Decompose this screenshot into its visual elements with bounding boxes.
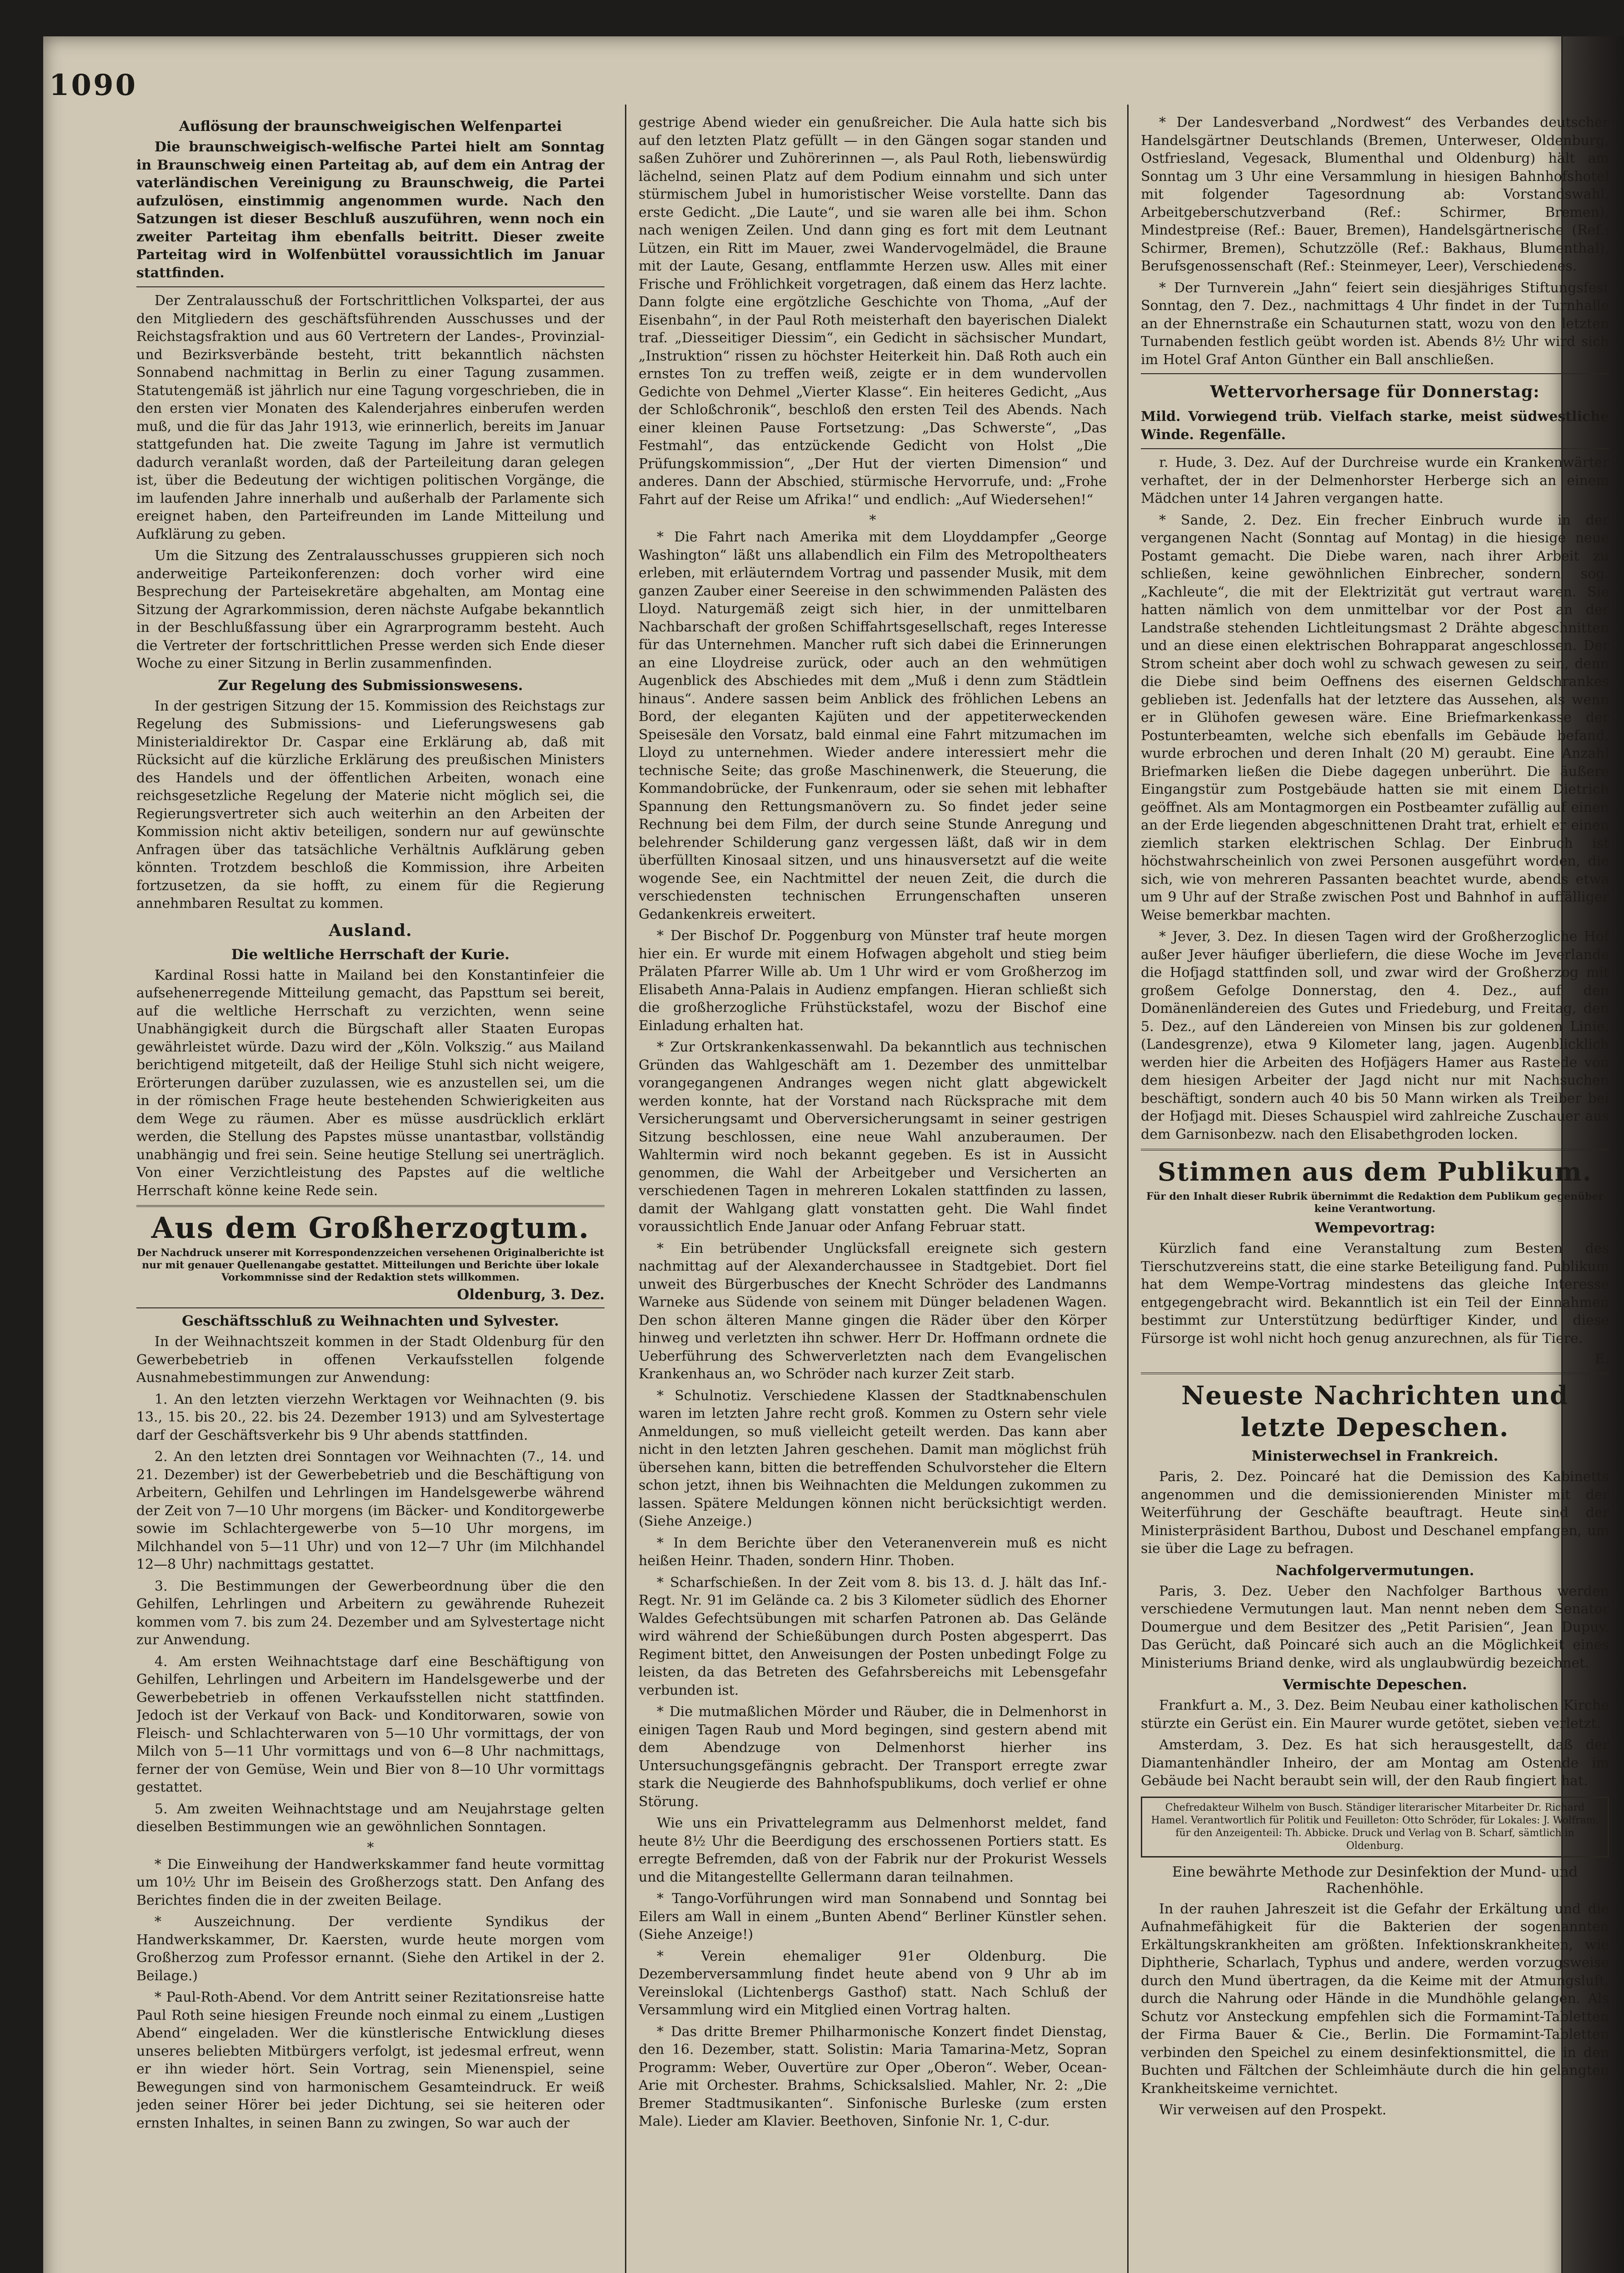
article-text: Paris, 2. Dez. Poincaré hat die Demission des Kabinetts angenommen und die demissionierenden Minister mit der Weiterführung der Geschäfte beauftragt. Heute sind der Ministerpräsident Barthou, Dubost und Deschanel empfangen, um sie über die Lage zu befragen.	[1141, 1469, 1609, 1557]
section-title: Stimmen aus dem Publikum.	[1157, 1157, 1593, 1187]
article-text: * Die Einweihung der Handwerkskammer fand heute vormittag um 10½ Uhr im Beisein des Großherzogs statt. Den Anfang des Berichtes finden die in der zweiten Beilage.	[136, 1856, 605, 1908]
article-text: 2. An den letzten drei Sonntagen vor Weihnachten (7., 14. und 21. Dezember) ist der Gewerbebetrieb und die Beschäftigung von Arbeitern, Gehilfen und Lehrlingen im Handelsgewerbe während der Zeit von 7—10 Uhr morgens (im Bäcker- und Konditorgewerbe sowie im Schlachtergewerbe von 5—10 Uhr morgens, im Milchhandel von 5—11 Uhr) und von 12—7 Uhr (im Milchhandel 12—8 Uhr) nachmittags gestattet.	[136, 1449, 605, 1572]
divider	[136, 1307, 605, 1308]
column-rule	[1127, 105, 1129, 2273]
headline: Wempevortrag:	[1314, 1220, 1435, 1236]
article-text: Kardinal Rossi hatte in Mailand bei den Konstantinfeier die aufsehenerregende Mitteilung gemacht, das Papsttum sei bereit, auf die weltliche Herrschaft zu verzichten, wenn seine Unabhängigkeit durch die Bürgschaft aller Staaten Europas gewährleistet würde. Dazu wird der „Köln. Volkszig.“ aus Mailand berichtigend mitgeteilt, daß der Heilige Stuhl sich nicht weigere, Erörterungen darüber zuzulassen, wie es anzustellen sei, um die in der römischen Frage heute bestehenden Schwierigkeiten aus dem Wege zu räumen. Aber es müsse ausdrücklich erklärt werden, die Stellung des Papstes müsse unantastbar, vollständig unabhängig und frei sein. Seine heutige Stellung sei unerträglich. Von einer Verzichtleistung des Papstes auf die weltliche Herrschaft könne keine Rede sein.	[136, 967, 605, 1199]
article-text: 5. Am zweiten Weihnachtstage und am Neujahrstage gelten dieselben Bestimmungen wie an gewöhnlichen Sonntagen.	[136, 1801, 605, 1835]
article-text: * In dem Berichte über den Veteranenverein muß es nicht heißen Heinr. Thaden, sondern Hinr. Thoben.	[639, 1535, 1107, 1569]
article-text: Der Zentralausschuß der Fortschrittlichen Volkspartei, der aus den Mitgliedern des geschäftsführenden Ausschusses und der Reichstagsfraktion und aus 60 Vertretern der Landes-, Provinzial- und Bezirksverbände besteht, tritt bekanntlich nächsten Sonnabend nachmittag in Berlin zu einer Tagung zusammen. Statutengemäß ist jährlich nur eine Tagung vorgeschrieben, die in den ersten vier Monaten des Kalenderjahres einberufen werden muß, und die für das Jahr 1913, wie erinnerlich, bereits im Januar stattgefunden hat. Die zweite Tagung im Jahre ist vermutlich dadurch veranlaßt worden, daß der Parteileitung daran gelegen ist, über die Bedeutung der wichtigen politischen Vorgänge, die im laufenden Jahre innerhalb und außerhalb der Parlamente sich ereignet haben, den Parteifreunden im Lande Mitteilung und Aufklärung zu geben.	[136, 293, 605, 542]
article-text: * Zur Ortskrankenkassenwahl. Da bekanntlich aus technischen Gründen das Wahlgeschäft am 1. Dezember des unmittelbar vorangegangenen Andranges wegen nicht glatt abgewickelt werden konnte, hat der Vorstand nach Rücksprache mit dem Versicherungsamt und Oberversicherungsamt in seiner gestrigen Sitzung beschlossen, eine neue Wahl anzuberaumen. Der Wahltermin wird noch bekannt gegeben. Es ist in Aussicht genommen, die Wahl der Arbeitgeber und Versicherten an verschiedenen Tagen in mehreren Lokalen stattfinden zu lassen, damit der Wahlgang glatt vonstatten geht. Die Wahl findet voraussichtlich Ende Januar oder Anfang Februar statt.	[639, 1039, 1107, 1235]
headline: Die weltliche Herrschaft der Kurie.	[231, 946, 510, 963]
article-text: Paris, 3. Dez. Ueber den Nachfolger Barthous werden verschiedene Vermutungen laut. Man nennt neben dem Senator Doumergue und dem Besitzer des „Petit Parisien“, Jean Dupuy. Das Gerücht, daß Poincaré sich auch an die Möglichkeit eines Ministeriums Briand denke, wird als unglaubwürdig bezeichnet.	[1141, 1583, 1609, 1671]
page-number: 1090	[49, 68, 138, 102]
article-text: * Paul-Roth-Abend. Vor dem Antritt seiner Rezitationsreise hatte Paul Roth seine hiesigen Freunde noch einmal zu einem „Lustigen Abend“ eingeladen. Wer die künstlerische Entwicklung dieses unseres beliebten Mitbürgers verfolgt, ist jedesmal erfreut, wenn er ihn wieder hört. Sein Vortrag, sein Mienenspiel, seine Bewegungen sind von harmonischem Gesamteindruck. Er weiß jeden seiner Hörer bei jeder Dichtung, sei sie heiteren oder ernsten Inhaltes, in seinen Bann zu zwingen, So war auch der	[136, 1989, 605, 2131]
article-text: * Verein ehemaliger 91er Oldenburg. Die Dezemberversammlung findet heute abend von 9 Uhr ab im Vereinslokal (Lichtenbergs Gasthof) statt. Nach Schluß der Versammlung wird ein Mitglied einen Vortrag halten.	[639, 1948, 1107, 2018]
article-text: * Die mutmaßlichen Mörder und Räuber, die in Delmenhorst in einigen Tagen Raub und Mord begingen, sind gestern abend mit dem Abendzuge von Delmenhorst hierher ins Untersuchungsgefängnis gebracht. Der Transport erregte zwar stark die Neugierde des Bahnhofspublikums, doch verlief er ohne Störung.	[639, 1704, 1107, 1810]
article-text: Wie uns ein Privattelegramm aus Delmenhorst meldet, fand heute 8½ Uhr die Beerdigung des erschossenen Portiers statt. Es erregte Befremden, daß von der Fabrik nur der Prokurist Wessels und die Mitangestellte Gellermann daran teilnahmen.	[639, 1815, 1107, 1885]
section-note: Der Nachdruck unserer mit Korrespondenzzeichen versehenen Originalberichte ist nur mit genauer Quellenangabe gestattet. Mitteilungen und Berichte über lokale Vorkommnisse sind der Redaktion stets willkommen.	[137, 1247, 604, 1283]
article-text: * Der Bischof Dr. Poggenburg von Münster traf heute morgen hier ein. Er wurde mit einem Hofwagen abgeholt und stieg beim Prälaten Pfarrer Wille ab. Um 1 Uhr wird er vom Großherzog im Elisabeth Anna-Palais in Audienz empfangen. Hieran schließt sich die großherzogliche Frühstückstafel, wozu der Bischof eine Einladung erhalten hat.	[639, 928, 1107, 1034]
article-text: Amsterdam, 3. Dez. Es hat sich herausgestellt, daß der Diamantenhändler Inheiro, der am Montag am Ostende im Gebäude bei Nacht beraubt sein will, der den Raub fingiert hat.	[1141, 1737, 1609, 1789]
article-text: * Scharfschießen. In der Zeit vom 8. bis 13. d. J. hält das Inf.-Regt. Nr. 91 im Gelände ca. 2 bis 3 Kilometer südlich des Ehorner Waldes Gefechtsübungen mit scharfen Patronen ab. Das Gelände wird während der Schießübungen durch Posten abgesperrt. Das Regiment bittet, den Anweisungen der Posten unbedingt Folge zu leisten, da das Betreten des Gefahrsbereichs mit Lebensgefahr verbunden ist.	[639, 1574, 1107, 1698]
headline: Nachfolgervermutungen.	[1275, 1562, 1474, 1579]
weather-heading: Wettervorhersage für Donnerstag:	[1210, 382, 1540, 401]
advert-title: Eine bewährte Methode zur Desinfektion der Mund- und Rachenhöhle.	[1172, 1863, 1578, 1897]
section-title: Aus dem Großherzogtum.	[151, 1211, 590, 1245]
column-1	[136, 114, 605, 2273]
article-text: Um die Sitzung des Zentralausschusses gruppieren sich noch anderweitige Parteikonferenzen: doch vorher wird eine Besprechung der Parteisekretäre abgehalten, am Montag eine Sitzung der Agrarkommission, deren nächste Aufgabe bekanntlich in der Beschlußfassung über ein Agrarprogramm besteht. Auch die Vertreter der fortschrittlichen Presse werden sich Ende dieser Woche zu einer Sitzung in Berlin zusammenfinden.	[136, 548, 605, 671]
article-text: * Sande, 2. Dez. Ein frecher Einbruch wurde in der vergangenen Nacht (Sonntag auf Montag) in die hiesige neue Postamt gemacht. Die Diebe waren, nach ihrer Arbeit zu schließen, keine gewöhnlichen Einbrecher, sondern sog. „Kachleute“, die mit der Elektrizität gut vertraut waren. Sie hatten nämlich von dem unmittelbar vor der Post an der Landstraße stehenden Lichtleitungsmast 2 Drähte abgeschnitten und an diese einen elektrischen Bohrapparat angeschlossen. Der Strom scheint aber doch wohl zu schwach gewesen zu sein, denn die Diebe sind beim Oeffnens des eisernen Geldschrankes geblieben ist. Jedenfalls hat der letztere das Aussehen, als wenn er in Glühofen gewesen wäre. Eine Briefmarkenkasse der Postunterbeamten, welche sich ebenfalls im Gebäude befand, wurde erbrochen und deren Inhalt (20 M) geraubt. Eine Anzahl Briefmarken ließen die Diebe dagegen unberührt. Die äußere Eingangstür zum Postgebäude hatten sie mit einem Dietrich geöffnet. Als am Montagmorgen ein Postbeamter zufällig auf einen an der Erde liegenden abgeschnittenen Draht trat, erhielt er einen ziemlich starken elektrischen Schlag. Der Einbruch ist höchstwahrscheinlich von zwei Personen ausgeführt worden, die sich, wie von mehreren Passanten beachtet wurde, abends etwa um 9 Uhr auf der Straße zwischen Post und Bahnhof in auffälliger Weise bemerkbar machten.	[1141, 512, 1609, 923]
advert-text: In der rauhen Jahreszeit ist die Gefahr der Erkältung und die Aufnahmefähigkeit für die Bakterien der sogenannten Erkältungskrankheiten am größten. Infektionskrankheiten, wie Diphtherie, Scharlach, Typhus und andere, werden vorzugsweise durch den Mund übertragen, da die Keime mit der Atmungsluft, durch die Nahrung oder Hände in die Mundhöhle gelangen. Als Schutz vor Ansteckung empfehlen sich die Formamint-Tabletten der Firma Bauer & Cie., Berlin. Die Formamint-Tabletten verbinden den Speichel zu einem desinfektionsmittel, die in den Buchten und Fältchen der Schleimhäute durch die hin gelangten Krankheitskeime vernichtet.	[1141, 1901, 1609, 2097]
article-text: * Tango-Vorführungen wird man Sonnabend und Sonntag bei Eilers am Wall in einem „Bunten Abend“ Berliner Künstler sehen. (Siehe Anzeige!)	[639, 1891, 1107, 1943]
article-text: Frankfurt a. M., 3. Dez. Beim Neubau einer katholischen Kirche stürzte ein Gerüst ein. Ein Maurer wurde getötet, sieben verletzt.	[1141, 1697, 1609, 1732]
signature: E.	[1594, 1351, 1609, 1367]
headline: Geschäftsschluß zu Weihnachten und Sylvester.	[182, 1313, 559, 1329]
section-note: Für den Inhalt dieser Rubrik übernimmt die Redaktion dem Publikum gegenüber keine Verantwortung.	[1146, 1191, 1604, 1215]
article-text: * Die Fahrt nach Amerika mit dem Lloyddampfer „George Washington“ läßt uns allabendlich ein Film des Metropoltheaters erleben, mit erläuterndem Vortrag und passender Musik, mit dem ganzen Zauber einer Seereise in den schwimmenden Palästen des Lloyd. Naturgemäß zeigt sich hier, in der unmittelbaren Nachbarschaft der großen Schiffahrtsgesellschaft, reges Interesse für das Unternehmen. Mancher ruft sich dabei die Erinnerungen an eine Lloydreise zurück, oder auch an den wehmütigen Augenblick des Abschiedes mit dem „Muß i denn zum Städtlein hinaus“. Andere sassen beim Anblick des fröhlichen Lebens an Bord, der eleganten Kajüten und der appetiterweckenden Speisesäle den Vorsatz, bald einmal eine Fahrt mitzumachen im Lloyd zu unternehmen. Wieder andere interessiert mehr die technische Seite; das große Maschinenwerk, die Steuerung, die Kommandobrücke, der Funkenraum, oder sie sehen mit lebhafter Spannung den Rettungsmanövern zu. So findet jeder seine Rechnung bei dem Film, der durch seine Stunde Anregung und belehrender Schilderung ganz vergessen läßt, daß wir in dem überfüllten Kinosaal sitzen, und uns hinausversetzt auf die weite wogende See, ein Nachtmittel der neuen Zeit, die durch die verschiedensten technischen Errungenschaften unseren Gedankenkreis erweitert.	[639, 529, 1107, 922]
article-text: Kürzlich fand eine Veranstaltung zum Besten des Tierschutzvereins statt, die eine starke Beteiligung fand. Publikum hat dem Wempe-Vortrag mindestens das gleiche Interesse entgegengebracht wird. Bekanntlich ist ein Teil der Einnahmen bestimmt zur Unterstützung bedürftiger Kinder, und diese Fürsorge ist wohl nicht hoch genug anzurechnen, als für Tiere.	[1141, 1241, 1609, 1347]
headline: Zur Regelung des Submissionswesens.	[218, 677, 523, 694]
article-text: * Der Landesverband „Nordwest“ des Verbandes deutscher Handelsgärtner Deutschlands (Bremen, Unterweser, Oldenburg, Ostfriesland, Vegesack, Blumenthal und Oldenburg) hält am Sonntag um 3 Uhr eine Versammlung in hiesigen Bahnhofshotel mit folgender Tagesordnung ab: Vorstandswahl, Arbeitgeberschutzverband (Ref.: Schirmer, Bremen), Mindestpreise (Ref.: Bauer, Bremen), Handelsgärtnerische (Ref.: Schirmer, Bremen), Schutzzölle (Ref.: Bakhaus, Blumenthal), Berufsgenossenschaft (Ref.: Steinmeyer, Leer), Verschiedenes.	[1141, 115, 1609, 274]
column-3	[1141, 114, 1609, 2273]
article-text: * Das dritte Bremer Philharmonische Konzert findet Dienstag, den 16. Dezember, statt. Solistin: Maria Tamarina-Metz, Sopran Programm: Weber, Ouvertüre zur Oper „Oberon“. Weber, Ocean-Arie mit Orchester. Brahms, Schicksalslied. Mahler, Nr. 2: „Die Bremer Stadtmusikanten“. Sinfonische Burleske (zum ersten Male). Lieder am Klavier. Beethoven, Sinfonie Nr. 1, C-dur.	[639, 2023, 1107, 2129]
article-text: Die braunschweigisch-welfische Partei hielt am Sonntag in Braunschweig einen Parteitag ab, auf dem ein Antrag der vaterländischen Vereinigung zu Braunschweig, die Partei aufzulösen, einstimmig angenommen wurde. Nach den Satzungen ist dieser Beschluß auszuführen, wenn noch ein zweiter Parteitag ihm ebenfalls beitritt. Dieser zweite Parteitag wird in Wolfenbüttel voraussichtlich im Januar stattfinden.	[136, 139, 605, 281]
article-text: r. Hude, 3. Dez. Auf der Durchreise wurde ein Krankenwärter verhaftet, der in der Delmenhorster Herberge sich an einem Mädchen unter 14 Jahren vergangen hatte.	[1141, 455, 1609, 506]
divider	[136, 286, 605, 287]
divider	[136, 1205, 605, 1207]
column-2	[639, 114, 1107, 2273]
article-text: * Der Turnverein „Jahn“ feiert sein diesjähriges Stiftungsfest Sonntag, den 7. Dez., nachmittags 4 Uhr findet in der Turnhalle an der Ehnernstraße ein Schauturnen statt, wozu von den letzten Turnabenden festlich geübt worden ist. Abends 8½ Uhr wird sich im Hotel Graf Anton Günther ein Ball anschließen.	[1141, 280, 1609, 368]
article-text: gestrige Abend wieder ein genußreicher. Die Aula hatte sich bis auf den letzten Platz gefüllt — in den Gängen sogar standen und saßen Zuhörer und Zuhörerinnen —, als Paul Roth, liebenswürdig lächelnd, seinen Platz auf dem Podium einnahm und sich unter stürmischem Jubel in humoristischer Weise vorstellte. Dann das erste Gedicht. „Die Laute“, und sie waren alle bei ihm. Schon nach wenigen Zeilen. Und dann ging es fort mit dem Leutnant Lützen, ein Ritt im Mauer, zwei Wandervogelmädel, die Braune mit der Laute, Gesang, entflammte Herzen usw. Alles mit einer Frische und Fröhlichkeit vorgetragen, daß einem das Herz lachte. Dann folgte eine ergötzliche Geschichte von Thoma, „Auf der Eisenbahn“, in der Paul Roth meisterhaft den bayerischen Dialekt traf. „Diesseitiger Diessim“, ein Gedicht in sächsischer Mundart, „Instruktion“ rissen zu höchster Heiterkeit hin. Daß Roth auch ein ernstes Ton zu treffen weiß, zeigte er in dem wundervollen Gedichte von Dehmel „Vierter Klasse“. Ein heiteres Gedicht, „Aus der Schloßchronik“, beschloß den ersten Teil des Abends. Nach einer kleinen Pause Fortsetzung: „Das Schwerste“, „Das Festmahl“, das entzückende Gedicht von Holst „Die Prüfungskommission“, „Der Hut der vierten Dimension“ und anderes. Dann der Abschied, stürmische Hervorrufe, und: „Frohe Fahrt auf der Reise um Afrika!“ und endlich: „Auf Wiedersehen!“	[639, 115, 1107, 508]
advert-text: Wir verweisen auf den Prospekt.	[1159, 2102, 1387, 2118]
weather-forecast: Mild. Vorwiegend trüb. Vielfach starke, meist südwestliche Winde. Regenfälle.	[1141, 409, 1609, 443]
article-text: * Jever, 3. Dez. In diesen Tagen wird der Großherzogliche Hof außer Jever häufiger überliefern, die diese Woche im Jeverlande die Hofjagd stattfinden soll, und zwar wird der Großherzog mit großem Gefolge Donnerstag, den 4. Dez., auf den Domänenländereien des Gutes und Friedeburg, und Freitag, den 5. Dez., auf den Ländereien von Minsen bis zur goldenen Linie, (Landesgrenze), etwa 9 Kilometer lang, jagen. Augenblicklich werden hier die Arbeiten des Hofjägers Hamer aus Rastede von dem hiesigen Arbeiter der Jagd nicht nur mit Nachsuchen beschäftigt, sondern auch 40 bis 50 Mann wirken als Treiber bei der Hofjagd mit. Dieses Schauspiel wird zahlreiche Zuschauer aus dem Garnisonbezw. nach den Elisabethgroden locken.	[1141, 929, 1609, 1142]
divider	[1141, 1372, 1609, 1374]
article-text: 3. Die Bestimmungen der Gewerbeordnung über die den Gehilfen, Lehrlingen und Arbeitern zu gewährende Ruhezeit kommen vom 7. bis zum 24. Dezember und am Sylvestertage nicht zur Anwendung.	[136, 1578, 605, 1648]
imprint: Chefredakteur Wilhelm von Busch. Ständiger literarischer Mitarbeiter Dr. Richard Hamel. Verantwortlich für Politik und Feuilleton: Otto Schröder, für Lokales: J. Wolfram, für den Anzeigenteil: Th. Abbicke. Druck und Verlag von B. Scharf, sämtlich in Oldenburg.	[1151, 1802, 1599, 1852]
divider	[1141, 448, 1609, 449]
article-text: In der Weihnachtszeit kommen in der Stadt Oldenburg für den Gewerbebetrieb in offenen Verkaufsstellen folgende Ausnahmebestimmungen zur Anwendung:	[136, 1334, 605, 1386]
divider	[1141, 1149, 1609, 1151]
headline: Auflösung der braunschweigischen Welfenpartei	[179, 118, 562, 135]
dateline: Oldenburg, 3. Dez.	[457, 1287, 605, 1303]
article-text: 1. An den letzten vierzehn Werktagen vor Weihnachten (9. bis 13., 15. bis 20., 22. bis 24. Dezember 1913) und am Sylvestertage darf der Geschäftsverkehr bis 9 Uhr abends stattfinden.	[136, 1391, 605, 1443]
headline: Vermischte Depeschen.	[1283, 1677, 1467, 1693]
article-text: * Ein betrübender Unglücksfall ereignete sich gestern nachmittag auf der Alexanderchaussee in Stadtgebiet. Dort fiel unweit des Bürgerbusches der Knecht Schröder des Landmanns Warneke aus Südende von seinem mit Dünger beladenen Wagen. Den schon älteren Manne gingen die Räder über den Körper hinweg und verletzten ihn schwer. Herr Dr. Hoffmann ordnete die Ueberführung des Schwerverletzten nach dem Evangelischen Krankenhaus an, wo Schröder nach kurzer Zeit starb.	[639, 1240, 1107, 1382]
section-heading: Ausland.	[329, 921, 412, 940]
article-text: * Auszeichnung. Der verdiente Syndikus der Handwerkskammer, Dr. Kaersten, wurde heute morgen vom Großherzog zum Professor ernannt. (Siehe den Artikel in der 2. Beilage.)	[136, 1914, 605, 1984]
separator-star: *	[869, 512, 876, 528]
imprint-box	[1141, 1797, 1609, 1857]
article-text: In der gestrigen Sitzung der 15. Kommission des Reichstags zur Regelung des Submissions- und Lieferungswesens gab Ministerialdirektor Dr. Caspar eine Erklärung ab, daß mit Rücksicht auf die kürzliche Erklärung des preußischen Ministers des Handels und der öffentlichen Arbeiten, wonach eine reichsgesetzliche Regelung der Materie nicht möglich sei, die Regierungsvertreter sich auch weiterhin an den Arbeiten der Kommission nicht aktiv beteiligen, sondern nur auf gewünschte Anfragen über das tatsächliche Verhältnis Aufklärung geben könnten. Trotzdem beschloß die Kommission, ihre Arbeiten fortzusetzen, da sie hofft, zu einem für die Regierung annehmbaren Resultat zu kommen.	[136, 698, 605, 911]
column-rule	[625, 105, 626, 2273]
separator-star: *	[367, 1839, 374, 1856]
article-text: * Schulnotiz. Verschiedene Klassen der Stadtknabenschulen waren im letzten Jahre recht groß. Kommen zu Ostern sehr viele Anmeldungen, so muß vielleicht geteilt werden. Das kann aber nicht in den letzten Jahren geschehen. Damit man möglichst früh übersehen kann, bitten die betreffenden Schulvorsteher die Eltern schon jetzt, ihnen bis Weihnachten die Meldungen zukommen zu lassen. Spätere Meldungen können nicht berücksichtigt werden. (Siehe Anzeige.)	[639, 1387, 1107, 1529]
divider	[1141, 373, 1609, 374]
article-text: 4. Am ersten Weihnachtstage darf eine Beschäftigung von Gehilfen, Lehrlingen und Arbeitern im Handelsgewerbe und der Gewerbebetrieb in offenen Verkaufsstellen nicht stattfinden. Jedoch ist der Verkauf von Back- und Konditorwaren, sowie von Fleisch- und Schlachterwaren von 5—10 Uhr vormittags, der von Milch von 5—11 Uhr vormittags und von 6—8 Uhr nachmittags, ferner der von Gemüse, Wein und Bier von 8—10 Uhr vormittags gestattet.	[136, 1653, 605, 1795]
section-title: Neueste Nachrichten und letzte Depeschen.	[1181, 1381, 1569, 1442]
headline: Ministerwechsel in Frankreich.	[1251, 1448, 1499, 1464]
